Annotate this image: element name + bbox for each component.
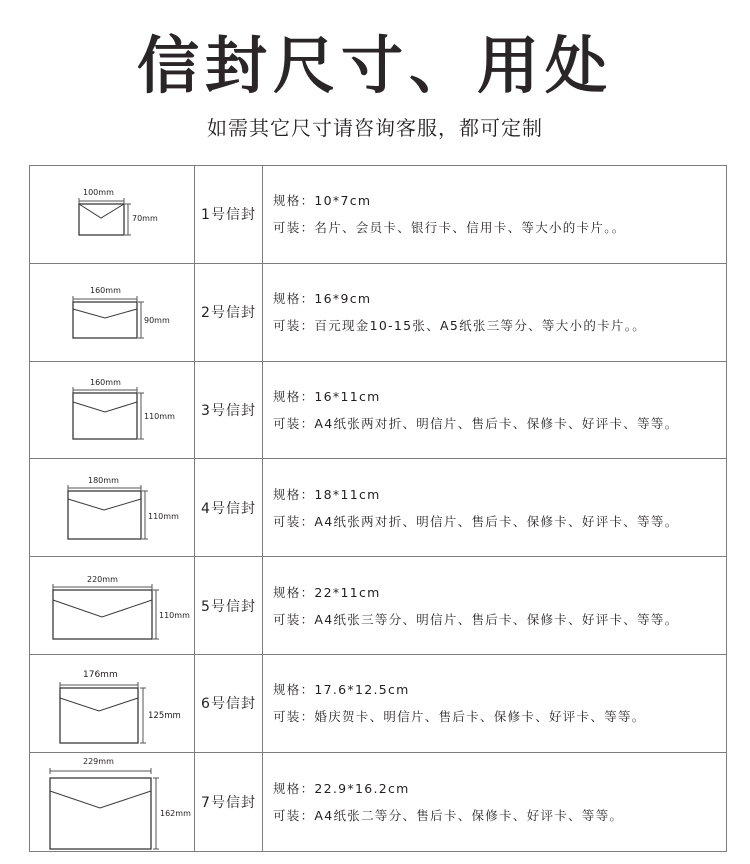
table-row <box>30 362 726 460</box>
page-title: 信封尺寸、用处 <box>136 29 613 102</box>
envelope-name: 4号信封 <box>195 459 263 556</box>
envelope-description <box>263 264 726 361</box>
envelope-icon <box>30 753 195 850</box>
envelope-description <box>263 753 726 851</box>
envelope-width-label: 176mm <box>83 669 118 680</box>
envelope-name: 7号信封 <box>195 753 263 851</box>
envelope-diagram-cell <box>30 166 195 263</box>
envelope-height-label: 110mm <box>144 411 175 421</box>
envelope-usage: 可装：A4纸张二等分、售后卡、保修卡、好评卡、等等。 <box>273 807 624 823</box>
envelope-name: 6号信封 <box>195 655 263 752</box>
envelope-description <box>263 362 726 459</box>
envelope-height-label: 125mm <box>148 710 181 721</box>
envelope-name: 1号信封 <box>195 166 263 263</box>
envelope-description <box>263 655 726 752</box>
envelope-width-label: 229mm <box>83 756 114 766</box>
envelope-usage: 可装：A4纸张两对折、明信片、售后卡、保修卡、好评卡、等等。 <box>273 415 679 431</box>
envelope-description <box>263 557 726 654</box>
envelope-name: 5号信封 <box>195 557 263 654</box>
table-row <box>30 459 726 557</box>
envelope-spec: 规格：17.6*12.5cm <box>273 682 410 698</box>
envelope-usage: 可装：A4纸张两对折、明信片、售后卡、保修卡、好评卡、等等。 <box>273 513 679 529</box>
table-row <box>30 264 726 362</box>
envelope-usage: 可装：婚庆贺卡、明信片、售后卡、保修卡、好评卡、等等。 <box>273 709 646 725</box>
envelope-spec: 规格：22.9*16.2cm <box>273 780 410 796</box>
envelope-description <box>263 459 726 556</box>
envelope-spec: 规格：18*11cm <box>273 486 381 502</box>
envelope-size-table <box>29 165 727 852</box>
envelope-height-label: 162mm <box>160 808 191 818</box>
table-row <box>30 557 726 655</box>
envelope-description <box>263 166 726 263</box>
envelope-width-label: 180mm <box>88 476 119 486</box>
envelope-diagram-cell <box>30 362 195 459</box>
envelope-diagram-cell <box>30 753 195 851</box>
envelope-usage: 可装：名片、会员卡、银行卡、信用卡、等大小的卡片。。 <box>273 220 626 236</box>
envelope-spec: 规格：22*11cm <box>273 584 381 600</box>
envelope-name: 3号信封 <box>195 362 263 459</box>
table-row <box>30 753 726 851</box>
envelope-name: 2号信封 <box>195 264 263 361</box>
envelope-usage: 可装：百元现金10-15张、A5纸张三等分、等大小的卡片。。 <box>273 318 647 334</box>
envelope-width-label: 100mm <box>83 188 114 197</box>
envelope-usage: 可装：A4纸张三等分、明信片、售后卡、保修卡、好评卡、等等。 <box>273 611 679 627</box>
envelope-icon <box>30 459 195 556</box>
envelope-spec: 规格：16*9cm <box>273 291 372 307</box>
envelope-height-label: 110mm <box>159 611 190 621</box>
envelope-icon <box>30 362 195 459</box>
envelope-height-label: 110mm <box>148 512 179 522</box>
envelope-width-label: 160mm <box>90 377 121 387</box>
envelope-width-label: 220mm <box>87 575 118 585</box>
envelope-icon <box>30 264 195 361</box>
envelope-spec: 规格：10*7cm <box>273 193 372 209</box>
envelope-height-label: 90mm <box>144 315 170 325</box>
envelope-diagram-cell <box>30 557 195 654</box>
envelope-icon <box>30 557 195 654</box>
envelope-diagram-cell <box>30 655 195 752</box>
envelope-height-label: 70mm <box>132 214 158 223</box>
envelope-diagram-cell <box>30 264 195 361</box>
envelope-spec: 规格：16*11cm <box>273 388 381 404</box>
envelope-width-label: 160mm <box>90 285 121 295</box>
table-row <box>30 166 726 264</box>
page-subtitle: 如需其它尺寸请咨询客服，都可定制 <box>207 116 543 140</box>
table-row <box>30 655 726 753</box>
envelope-diagram-cell <box>30 459 195 556</box>
envelope-icon <box>30 166 195 263</box>
